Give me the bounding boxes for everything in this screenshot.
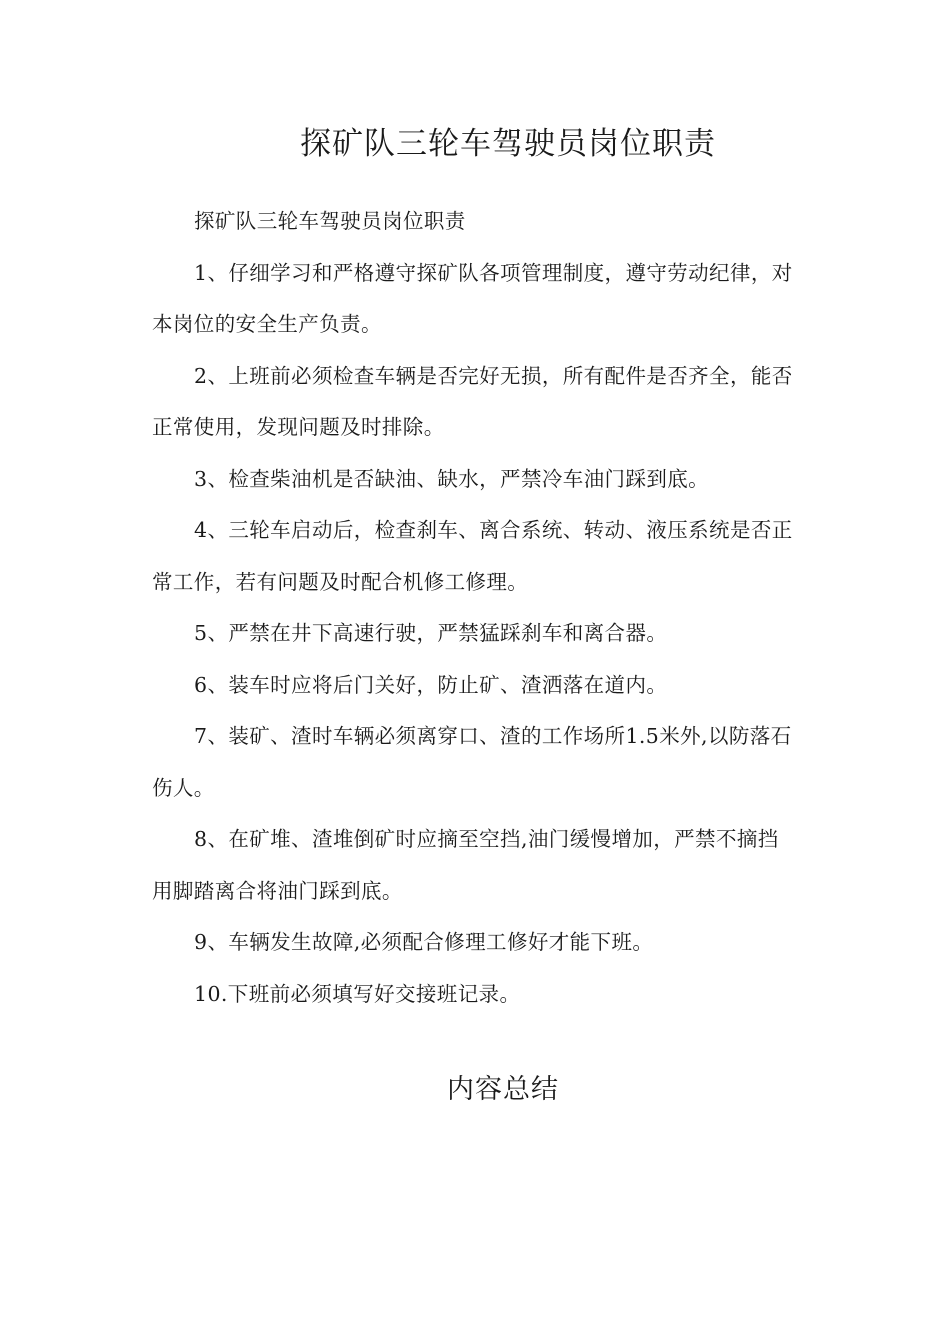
duty-item-2: 2、上班前必须检查车辆是否完好无损，所有配件是否齐全，能否正常使用，发现问题及时排除。 [152, 363, 793, 439]
document-subtitle: 探矿队三轮车驾驶员岗位职责 [194, 209, 466, 233]
duty-item-7: 7、装矿、渣时车辆必须离穿口、渣的工作场所1.5米外,以防落石伤人。 [152, 724, 792, 800]
document-body [152, 196, 798, 1020]
duty-item-5: 5、严禁在井下高速行驶，严禁猛踩刹车和离合器。 [194, 621, 668, 645]
duty-item-8: 8、在矿堆、渣堆倒矿时应摘至空挡,油门缓慢增加，严禁不摘挡用脚踏离合将油门踩到底。 [152, 827, 779, 903]
duty-item-10: 10.下班前必须填写好交接班记录。 [194, 981, 521, 1006]
duty-item-6: 6、装车时应将后门关好，防止矿、渣洒落在道内。 [194, 672, 668, 697]
document-title: 探矿队三轮车驾驶员岗位职责 [300, 126, 716, 162]
summary-heading: 内容总结 [447, 1074, 559, 1105]
duty-item-4: 4、三轮车启动后，检查刹车、离合系统、转动、液压系统是否正常工作，若有问题及时配合机修工修理。 [152, 518, 793, 594]
duty-item-3: 3、检查柴油机是否缺油、缺水，严禁冷车油门踩到底。 [194, 466, 710, 491]
duty-item-1: 1、仔细学习和严格遵守探矿队各项管理制度，遵守劳动纪律，对本岗位的安全生产负责。 [152, 260, 793, 336]
duty-item-9: 9、车辆发生故障,必须配合修理工修好才能下班。 [194, 930, 654, 954]
